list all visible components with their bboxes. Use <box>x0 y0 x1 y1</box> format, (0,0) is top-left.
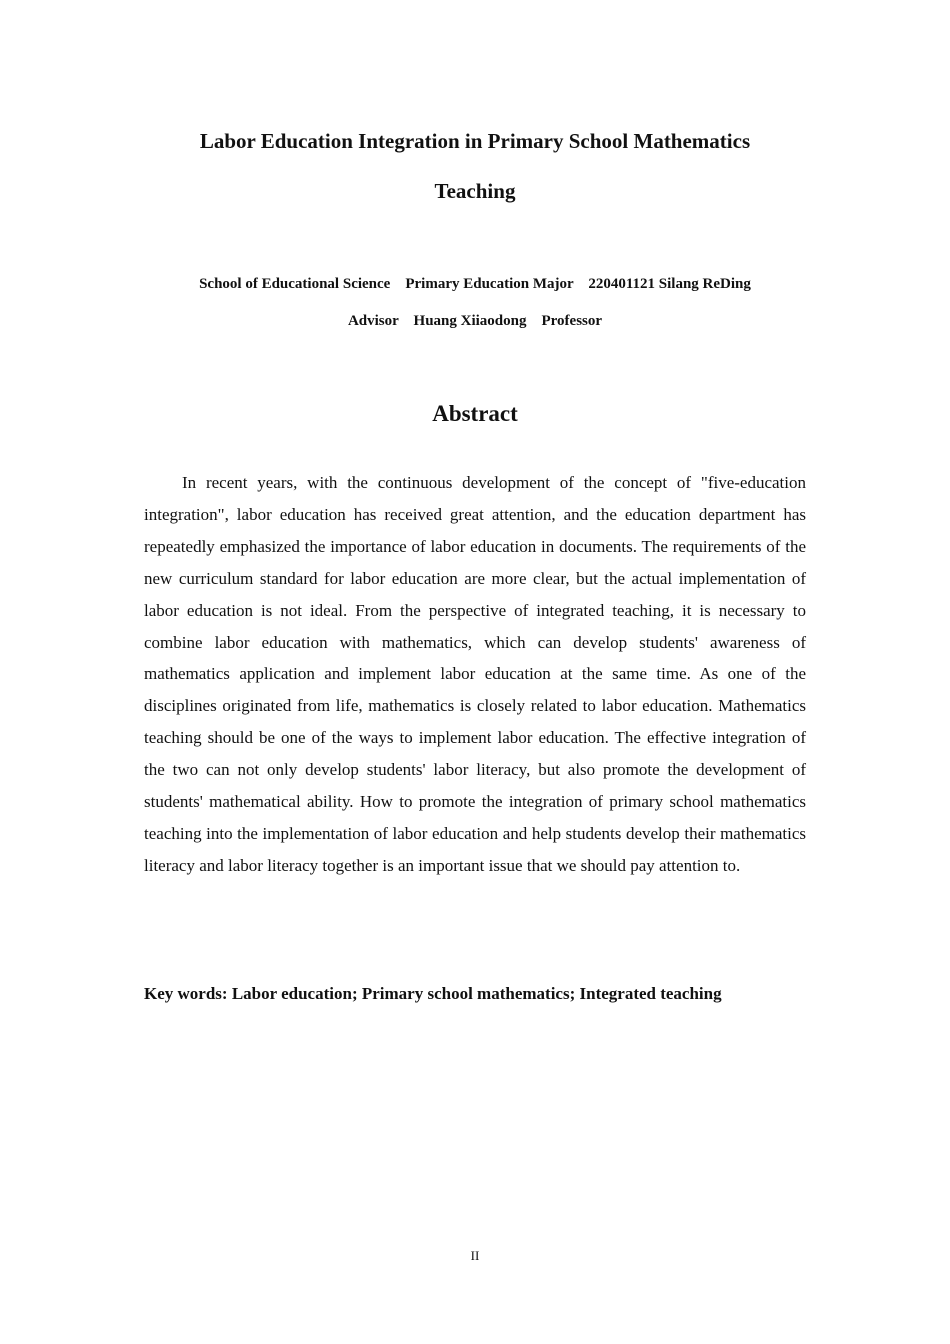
paper-title-line-1: Labor Education Integration in Primary School Mathematics <box>199 129 751 153</box>
abstract-body: In recent years, with the continuous development of the concept of "five-education integration", labor education has received great attention, and the education department has repeatedly emphasized the importance of labor education in documents. The requirements of the new curriculum standard for labor education are more clear, but the actual implementation of labor education is not ideal. From the perspective of integrated teaching, it is necessary to combine labor education with mathematics, which can develop students' awareness of mathematics application and implement labor education at the same time. As one of the disciplines originated from life, mathematics is closely related to labor education. Mathematics teaching should be one of the ways to implement labor education. The effective integration of the two can not only develop students' labor literacy, but also promote the development of students' mathematical ability. How to promote the integration of primary school mathematics teaching into the implementation of labor education and help students develop their mathematics literacy and labor literacy together is an important issue that we should pay attention to. <box>144 473 806 875</box>
advisor-info: Advisor Huang Xiiaodong Professor <box>347 313 603 329</box>
author-info: School of Educational Science Primary Education Major 220401121 Silang ReDing <box>199 276 751 292</box>
keywords: Key words: Labor education; Primary school mathematics; Integrated teaching <box>144 984 722 1003</box>
paper-title-line-2: Teaching <box>434 179 516 203</box>
page-number: II <box>470 1248 480 1263</box>
abstract-heading: Abstract <box>432 401 518 426</box>
